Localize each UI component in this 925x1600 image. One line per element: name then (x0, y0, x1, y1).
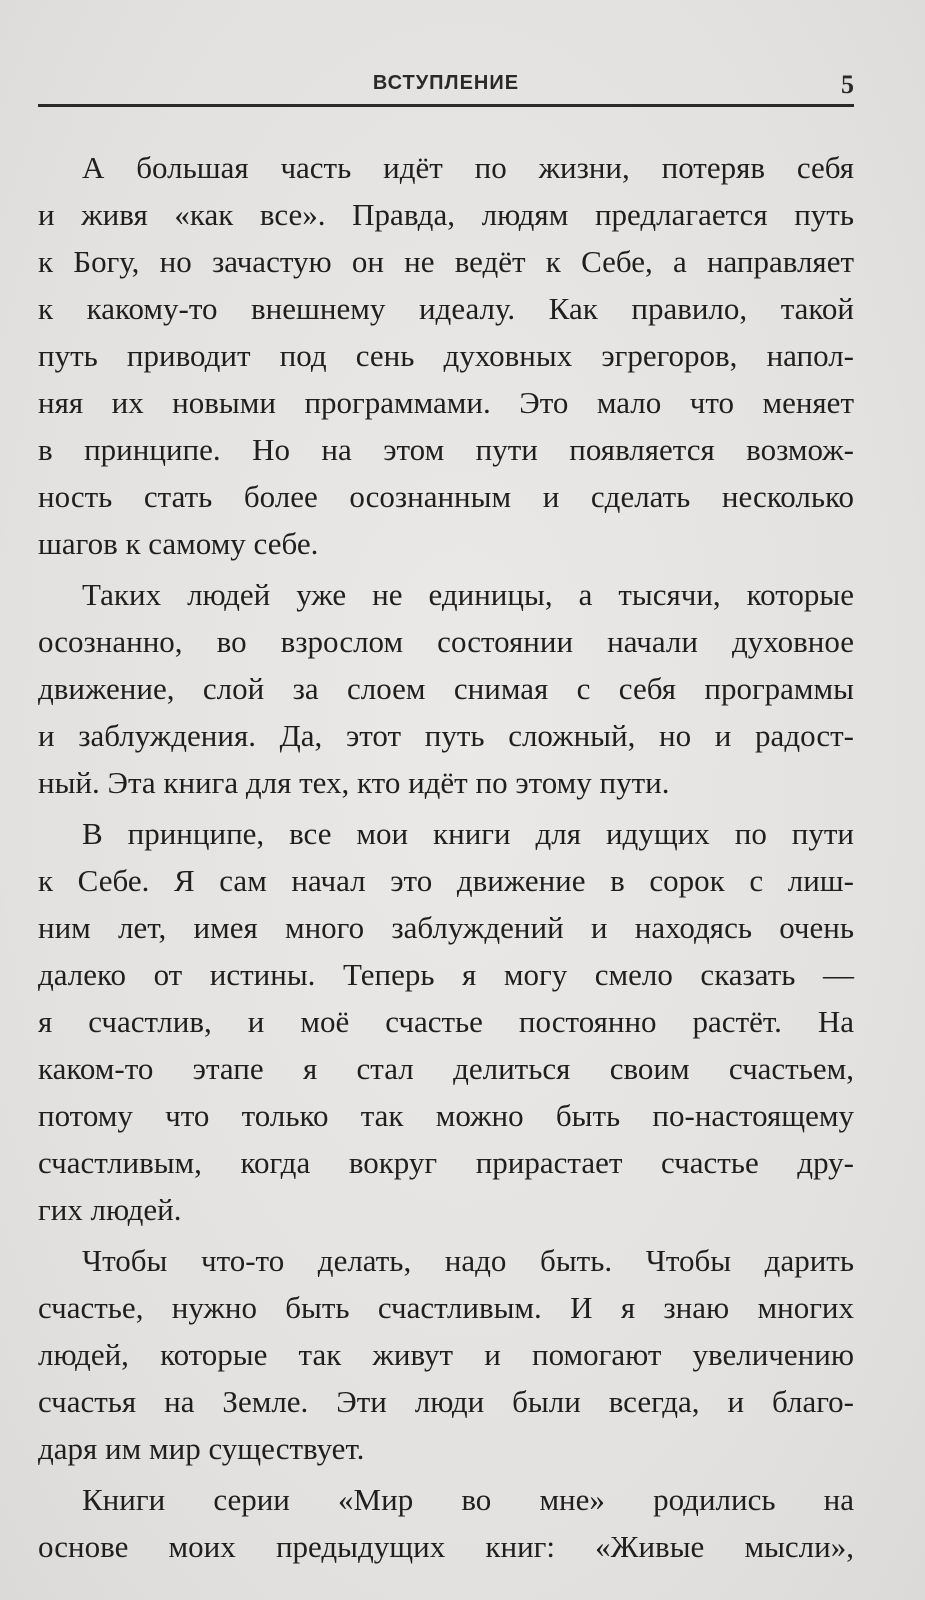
text-line: Чтобы что-то делать, надо быть. Чтобы дарить (82, 1243, 854, 1278)
paragraph (38, 571, 854, 806)
text-line: движение, слой за слоем снимая с себя программы (38, 671, 854, 706)
text-line: к Богу, но зачастую он не ведёт к Себе, а направляет (38, 244, 854, 279)
text-line: далеко от истины. Теперь я могу смело сказать — (38, 957, 854, 992)
text-line: счастливым, когда вокруг прирастает счастье дру- (38, 1145, 854, 1180)
paragraph (38, 1476, 854, 1570)
text-line: людей, которые так живут и помогают увеличению (38, 1337, 854, 1372)
running-head (38, 70, 854, 107)
text-line: гих людей. (38, 1192, 182, 1227)
text-line: счастье, нужно быть счастливым. И я знаю многих (38, 1290, 854, 1325)
text-line: каком-то этапе я стал делиться своим счастьем, (38, 1051, 854, 1086)
paragraph (38, 1237, 854, 1472)
body-text (38, 144, 854, 1574)
text-line: няя их новыми программами. Это мало что меняет (38, 385, 854, 420)
section-title: ВСТУПЛЕНИЕ (372, 72, 520, 94)
paragraph (38, 810, 854, 1233)
text-line: к какому-то внешнему идеалу. Как правило, такой (38, 291, 854, 326)
text-line: основе моих предыдущих книг: «Живые мысли», (38, 1529, 854, 1564)
text-line: потому что только так можно быть по-настоящему (38, 1098, 854, 1133)
text-line: А большая часть идёт по жизни, потеряв себя (82, 150, 854, 185)
page-number: 5 (841, 70, 854, 99)
text-line: В принципе, все мои книги для идущих по пути (82, 816, 854, 851)
text-line: и живя «как все». Правда, людям предлагается путь (38, 197, 854, 232)
paragraph (38, 144, 854, 567)
text-line: к Себе. Я сам начал это движение в сорок с лиш- (38, 863, 854, 898)
text-line: ним лет, имея много заблуждений и находясь очень (38, 910, 854, 945)
text-line: я счастлив, и моё счастье постоянно растёт. На (38, 1004, 854, 1039)
text-line: путь приводит под сень духовных эгрегоров, напол- (38, 338, 854, 373)
text-line: в принципе. Но на этом пути появляется возмож- (38, 432, 854, 467)
text-line: ный. Эта книга для тех, кто идёт по этому пути. (38, 765, 670, 800)
text-line: Книги серии «Мир во мне» родились на (82, 1482, 854, 1517)
text-line: осознанно, во взрослом состоянии начали духовное (38, 624, 854, 659)
text-line: счастья на Земле. Эти люди были всегда, и благо- (38, 1384, 854, 1419)
text-line: Таких людей уже не единицы, а тысячи, которые (82, 577, 854, 612)
text-line: ность стать более осознанным и сделать несколько (38, 479, 854, 514)
text-line: шагов к самому себе. (38, 526, 319, 561)
text-line: даря им мир существует. (38, 1431, 365, 1466)
text-line: и заблуждения. Да, этот путь сложный, но и радост- (38, 718, 854, 753)
